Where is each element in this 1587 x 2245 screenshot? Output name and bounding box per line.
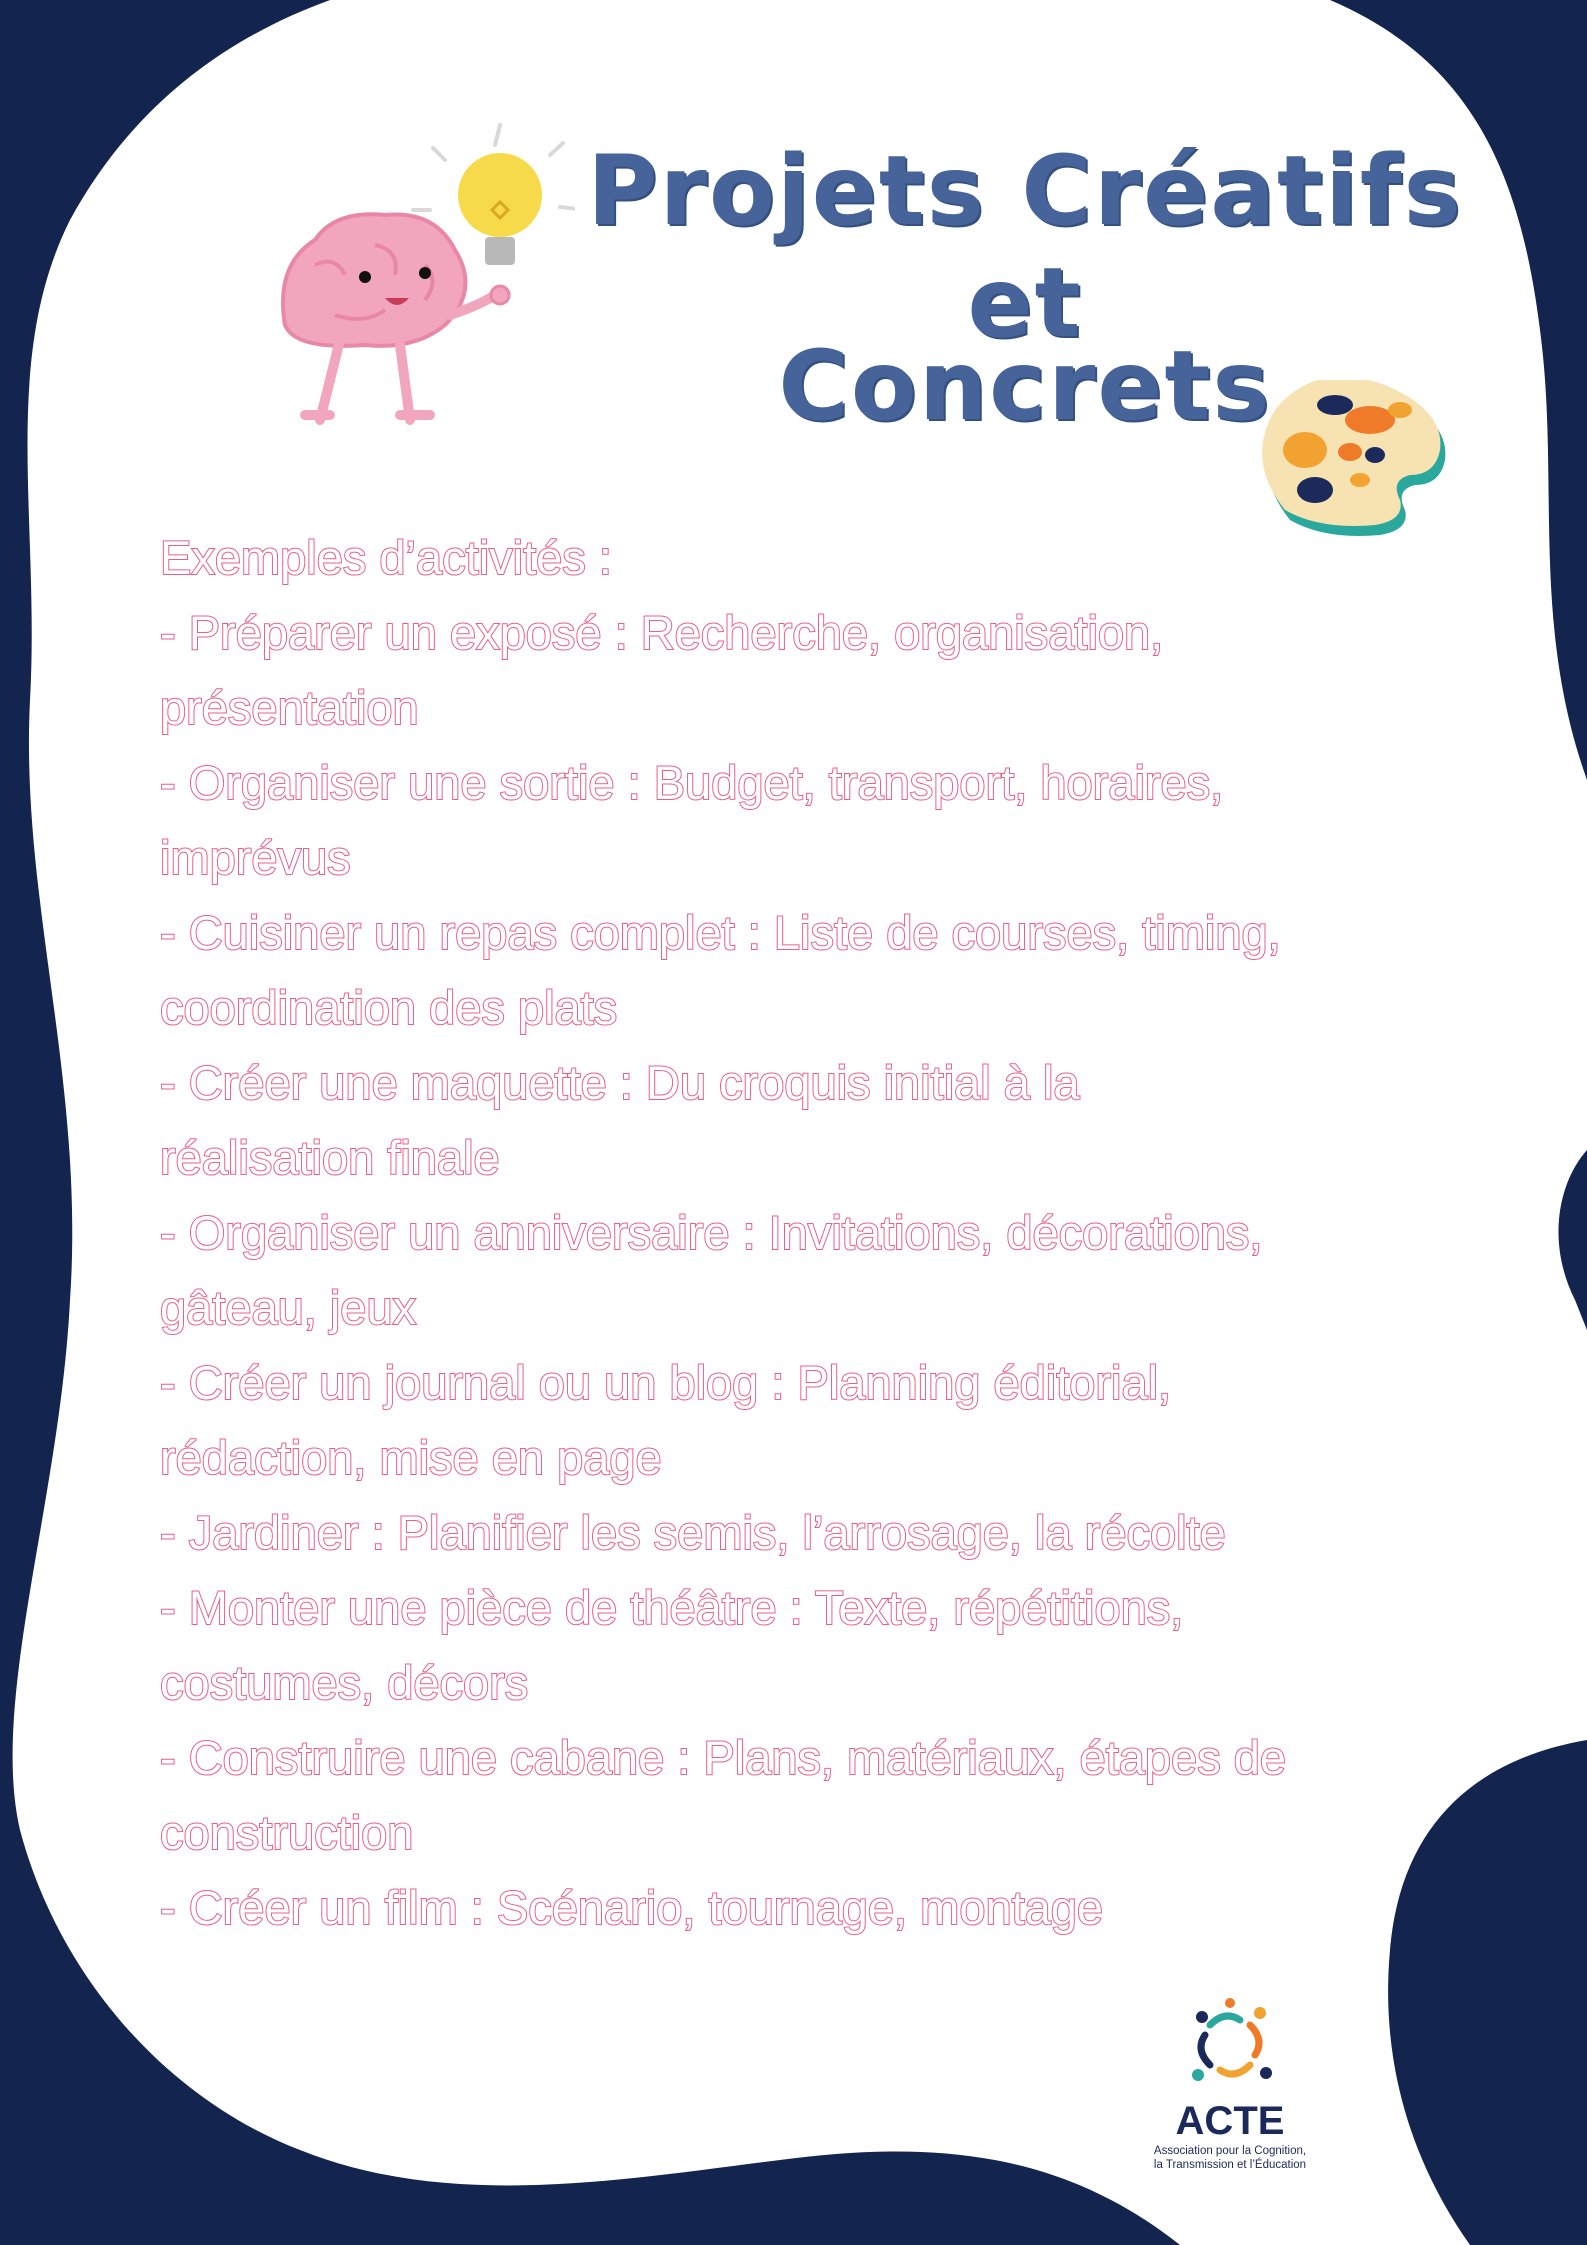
- logo-subtitle-line2: la Transmission et l’Éducation: [1153, 2159, 1307, 2171]
- list-item-continuation: présentation: [160, 681, 419, 734]
- list-item: - Organiser un anniversaire : Invitations, décorations,: [160, 1206, 1263, 1259]
- list-item: - Créer une maquette : Du croquis initial à la: [160, 1056, 1080, 1109]
- list-item-continuation: construction: [160, 1806, 414, 1859]
- logo-name: ACTE: [1175, 2099, 1285, 2143]
- list-item: - Préparer un exposé : Recherche, organisation,: [160, 606, 1164, 659]
- acte-logo: [1130, 1995, 1330, 2172]
- list-item: - Monter une pièce de théâtre : Texte, répétitions,: [160, 1581, 1184, 1634]
- list-item: - Construire une cabane : Plans, matériaux, étapes de: [160, 1731, 1287, 1784]
- logo-subtitle-line1: Association pour la Cognition,: [1153, 2145, 1307, 2157]
- page-title-line1: Projets Créatifs et: [587, 135, 1463, 359]
- list-item: - Cuisiner un repas complet : Liste de courses, timing,: [160, 906, 1281, 959]
- list-item: - Créer un journal ou un blog : Planning éditorial,: [160, 1356, 1172, 1409]
- list-item: - Jardiner : Planifier les semis, l’arrosage, la récolte: [160, 1506, 1226, 1559]
- brain-with-lightbulb-icon: [245, 115, 575, 435]
- acte-logo-icon: [1180, 1995, 1280, 2090]
- list-item-continuation: coordination des plats: [160, 981, 618, 1034]
- list-item-continuation: rédaction, mise en page: [160, 1431, 662, 1484]
- list-item-continuation: imprévus: [160, 831, 351, 884]
- activities-list: [160, 520, 1450, 1945]
- list-item-continuation: réalisation finale: [160, 1131, 500, 1184]
- list-item-continuation: gâteau, jeux: [160, 1281, 417, 1334]
- page-title-line2: Concrets: [778, 330, 1272, 442]
- list-item: - Organiser une sortie : Budget, transport, horaires,: [160, 756, 1224, 809]
- activities-intro: Exemples d’activités :: [160, 531, 612, 584]
- list-item-continuation: costumes, décors: [160, 1656, 529, 1709]
- list-item: - Créer un film : Scénario, tournage, montage: [160, 1881, 1104, 1934]
